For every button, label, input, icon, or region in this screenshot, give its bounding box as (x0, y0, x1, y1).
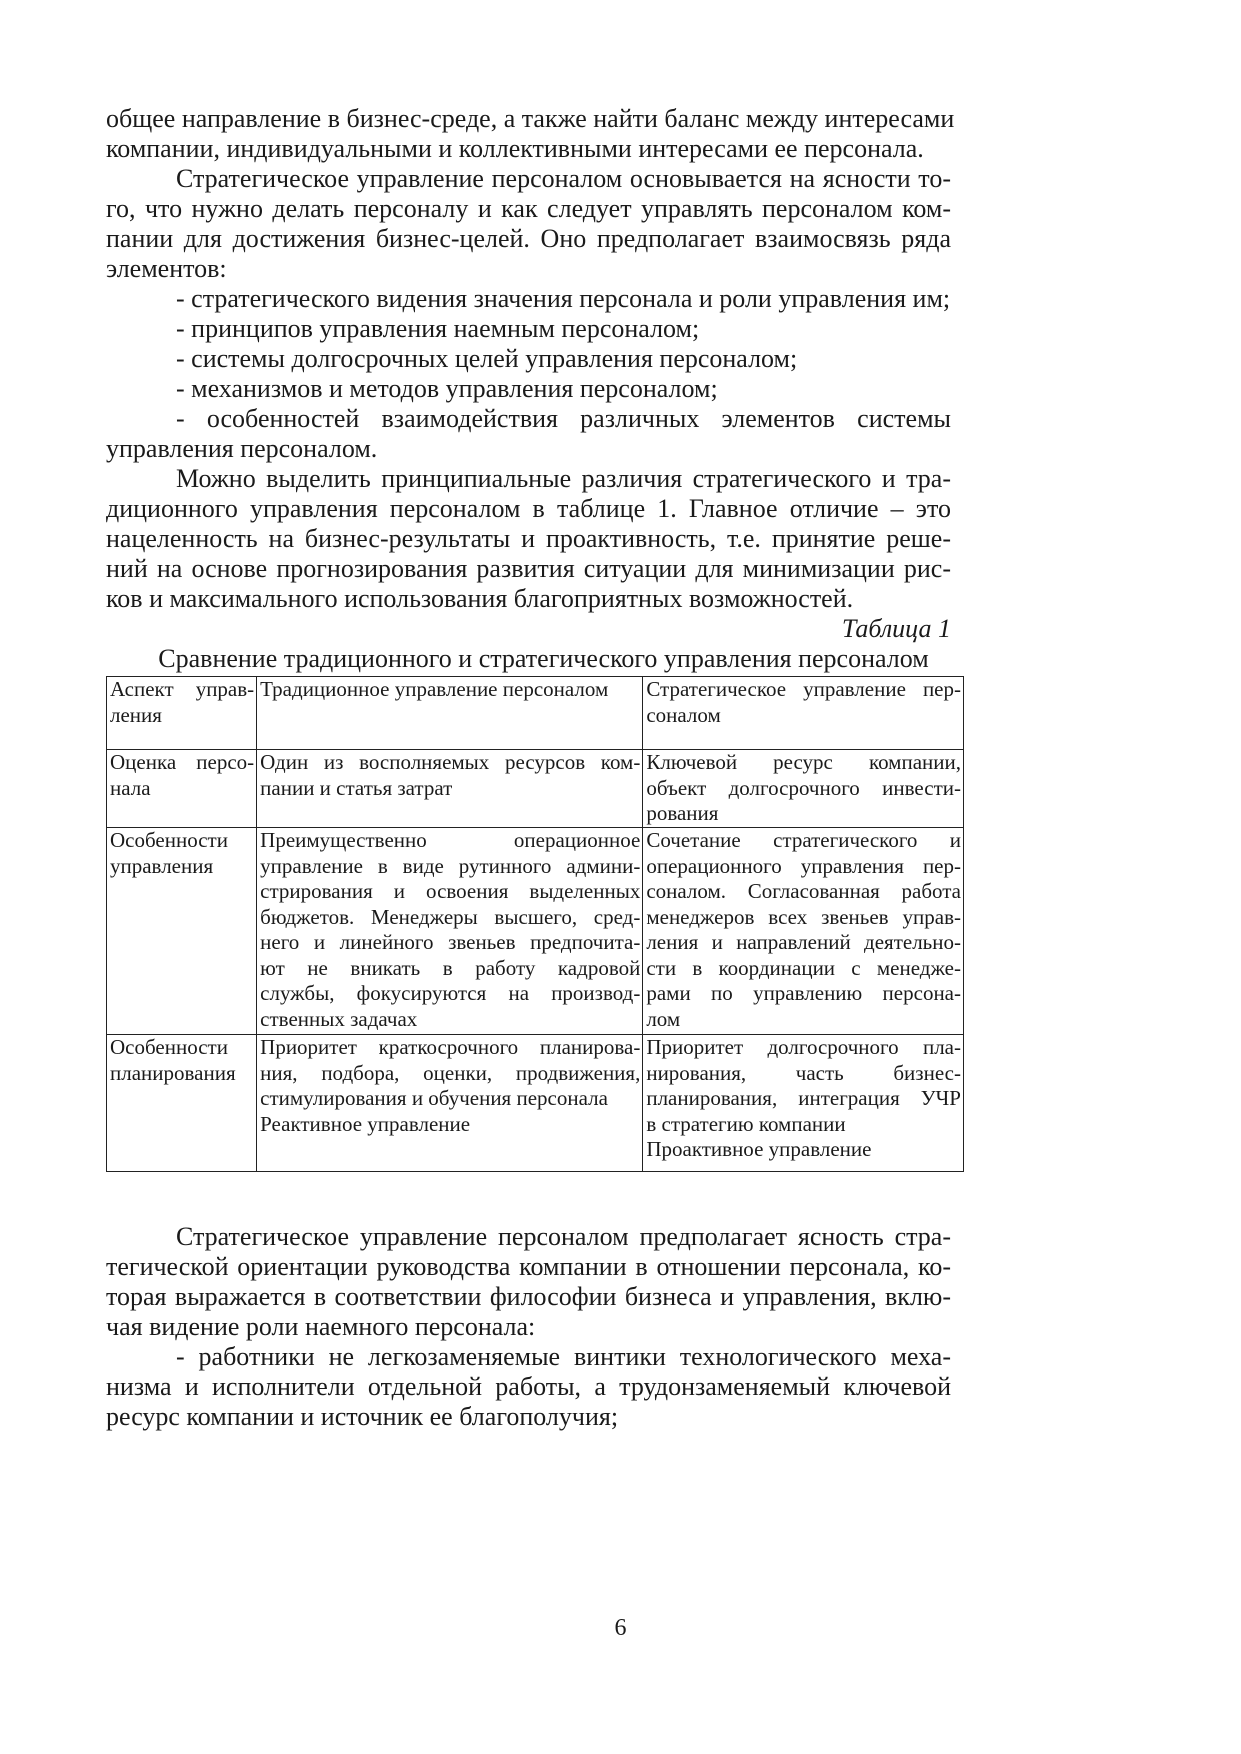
cell-line: Реактивное управление (260, 1111, 471, 1136)
cell-line: планирования, интеграция УЧР (646, 1086, 961, 1110)
text-line: компании, индивидуальными и коллективными интересами ее персонала. (106, 134, 924, 163)
cell-line: рами по управлению персона- (646, 981, 961, 1005)
table-row (107, 1035, 964, 1172)
table-header-row (107, 677, 964, 750)
cell-line: службы, фокусируются на производ- (260, 981, 641, 1005)
header-cell-aspect (107, 677, 257, 750)
list-item-workers (106, 1342, 951, 1432)
cell-strategic (643, 750, 964, 828)
cell-line: Особенности (110, 1035, 228, 1059)
cell-line: управления (110, 853, 214, 878)
page-body-continued (106, 1222, 951, 1432)
cell-line: Традиционное управление персоналом (260, 677, 609, 701)
cell-line: Приоритет краткосрочного планирова- (260, 1035, 641, 1059)
cell-line: в стратегию компании (646, 1111, 846, 1136)
cell-line: управление в виде рутинного админи- (260, 853, 641, 878)
text-line: элементов: (106, 254, 227, 283)
cell-line: стрирования и освоения выделенных (260, 879, 641, 903)
cell-line: Проактивное управление (646, 1137, 872, 1161)
cell-line: Стратегическое управление пер- (646, 677, 961, 701)
cell-line: ления (110, 702, 162, 727)
text-line: чая видение роли наемного персонала: (106, 1312, 536, 1341)
list-item: - принципов управления наемным персоналом; (176, 314, 700, 343)
comparison-table (106, 676, 964, 1172)
cell-aspect (107, 828, 257, 1035)
paragraph-strategic-management (106, 164, 951, 284)
text-line: ресурс компании и источник ее благополучия; (106, 1402, 619, 1431)
cell-line: лом (646, 1006, 681, 1031)
cell-line: Аспект управ- (110, 677, 255, 701)
text-line: Стратегическое управление персоналом основывается на ясности то- (176, 164, 951, 193)
cell-strategic (643, 828, 964, 1035)
cell-traditional (257, 1035, 643, 1172)
cell-line: Приоритет долгосрочного пла- (646, 1035, 961, 1059)
cell-line: ния, подбора, оценки, продвижения, (260, 1060, 641, 1085)
cell-line: стимулирования и обучения персонала (260, 1086, 608, 1110)
paragraph-differences (106, 464, 951, 614)
text-line: го, что нужно делать персоналу и как следует управлять персоналом ком- (106, 194, 951, 223)
text-line: общее направление в бизнес-среде, а также найти баланс между интересами (106, 104, 955, 133)
cell-line: нирования, часть бизнес- (646, 1060, 961, 1085)
cell-line: него и линейного звеньев предпочита- (260, 930, 641, 954)
cell-line: менеджеров всех звеньев управ- (646, 904, 961, 929)
cell-line: пании и статья затрат (260, 775, 453, 800)
table-label: Таблица 1 (841, 614, 951, 643)
cell-line: ления и направлений деятельно- (646, 930, 961, 954)
elements-list (106, 284, 951, 464)
paragraph-strategic-orientation (106, 1222, 951, 1342)
cell-line: соналом. Согласованная работа (646, 879, 961, 903)
cell-line: Оценка персо- (110, 750, 255, 774)
text-line: Можно выделить принципиальные различия стратегического и тра- (176, 464, 951, 493)
text-line: ний на основе прогнозирования развития ситуации для минимизации рис- (106, 554, 951, 583)
text-line: ков и максимального использования благоприятных возможностей. (106, 584, 854, 613)
cell-line: Один из восполняемых ресурсов ком- (260, 750, 641, 774)
list-item: - системы долгосрочных целей управления персоналом; (176, 344, 798, 373)
page-body (106, 104, 955, 674)
cell-line: Особенности (110, 828, 228, 852)
list-item: - механизмов и методов управления персоналом; (176, 374, 718, 403)
cell-line: Ключевой ресурс компании, (646, 750, 961, 774)
text-line: - работники не легкозаменяемые винтики технологического меха- (176, 1342, 951, 1371)
cell-line: планирования (110, 1060, 236, 1085)
cell-line: бюджетов. Менеджеры высшего, сред- (260, 904, 641, 929)
table-title: Сравнение традиционного и стратегического управления персоналом (158, 644, 929, 673)
header-cell-strategic (643, 677, 964, 750)
cell-strategic (643, 1035, 964, 1172)
list-item-continuation: управления персоналом. (106, 434, 378, 463)
text-line: тегической ориентации руководства компании в отношении персонала, ко- (106, 1252, 951, 1281)
text-line: пании для достижения бизнес-целей. Оно предполагает взаимосвязь ряда (106, 224, 951, 253)
text-line: Стратегическое управление персоналом предполагает ясность стра- (176, 1222, 951, 1251)
cell-line: рования (646, 801, 719, 825)
cell-traditional (257, 828, 643, 1035)
cell-line: Преимущественно операционное (260, 828, 641, 852)
cell-aspect (107, 750, 257, 828)
cell-line: операционного управления пер- (646, 853, 961, 878)
cell-line: соналом (646, 702, 721, 727)
header-cell-traditional (257, 677, 643, 750)
cell-line: ственных задачах (260, 1006, 418, 1031)
cell-traditional (257, 750, 643, 828)
text-line: диционного управления персоналом в таблице 1. Главное отличие – это (106, 494, 951, 523)
cell-line: ют не вникать в работу кадровой (260, 955, 641, 980)
cell-line: Сочетание стратегического и (646, 828, 961, 852)
text-line: торая выражается в соответствии философии бизнеса и управления, вклю- (106, 1282, 951, 1311)
table-row (107, 750, 964, 828)
table-row (107, 828, 964, 1035)
list-item: - стратегического видения значения персонала и роли управления им; (176, 284, 951, 313)
cell-line: нала (110, 775, 151, 800)
cell-aspect (107, 1035, 257, 1172)
cell-line: сти в координации с менедже- (646, 955, 961, 980)
text-line: низма и исполнители отдельной работы, а трудонзаменяемый ключевой (106, 1372, 951, 1401)
page-number: 6 (614, 1615, 627, 1641)
list-item: - особенностей взаимодействия различных элементов системы (176, 404, 951, 433)
cell-line: объект долгосрочного инвести- (646, 775, 961, 800)
text-line: нацеленность на бизнес-результаты и проактивность, т.е. принятие реше- (106, 524, 951, 553)
intro-paragraph (106, 104, 955, 164)
